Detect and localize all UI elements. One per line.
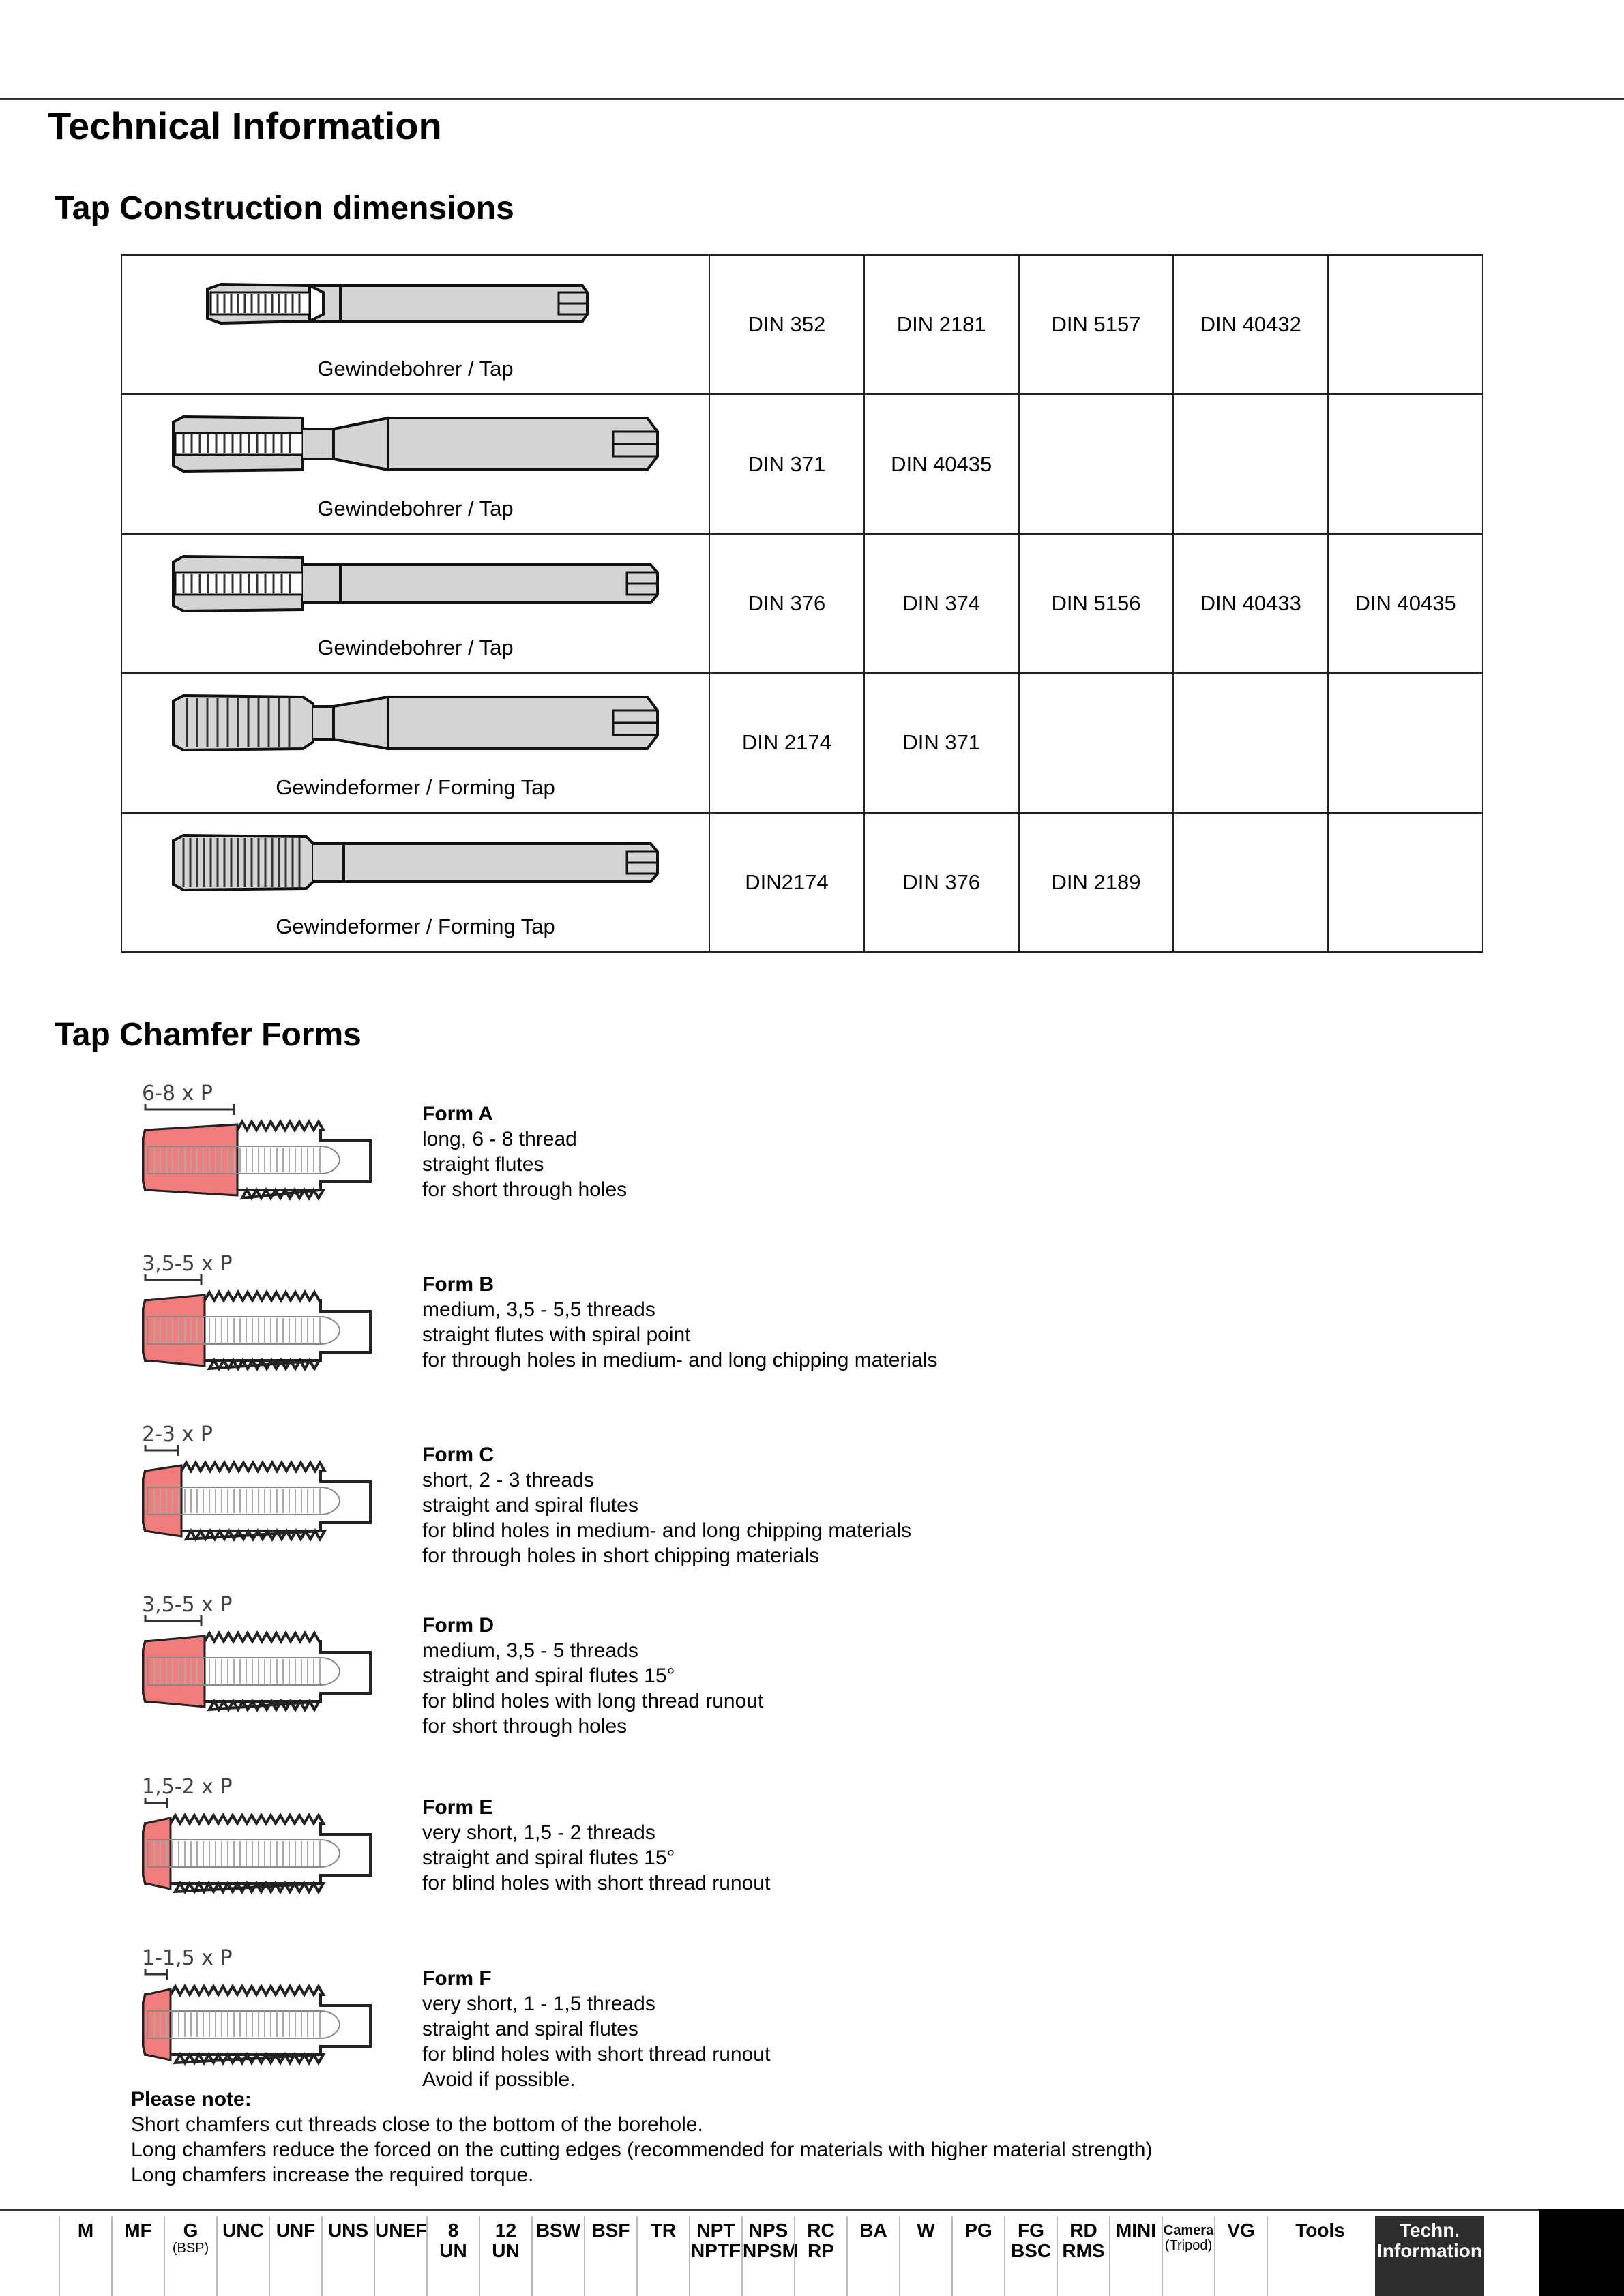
nav-tab-bsw[interactable]	[531, 2216, 584, 2296]
nav-tab-nps[interactable]	[741, 2216, 798, 2296]
chamfer-form-line: long, 6 - 8 thread	[422, 1128, 577, 1150]
construction-table	[121, 254, 1483, 953]
nav-tab-bsf[interactable]	[584, 2216, 636, 2296]
nav-tab-pg[interactable]	[951, 2216, 1004, 2296]
nav-tab-unf[interactable]	[269, 2216, 321, 2296]
tap-image-cell	[121, 534, 709, 673]
standard-cell: DIN 40435	[864, 394, 1019, 533]
nav-tab-label: M	[77, 2220, 94, 2241]
thread-type-nav	[59, 2216, 1484, 2296]
tap-drawing-5	[143, 823, 688, 898]
nav-tab-techn-information[interactable]	[1375, 2216, 1484, 2296]
nav-tab-label: Camera	[1163, 2223, 1214, 2238]
chamfer-form-line: straight and spiral flutes 15°	[422, 1665, 675, 1687]
chamfer-form-line: straight flutes with spiral point	[422, 1324, 691, 1346]
nav-tab-label: W	[917, 2220, 935, 2241]
nav-tab-rd[interactable]	[1057, 2216, 1109, 2296]
chamfer-form-row	[130, 1773, 1289, 1923]
standard-cell	[1173, 673, 1328, 812]
chamfer-form-line: for short through holes	[422, 1715, 628, 1738]
nav-tab-label: G	[183, 2220, 198, 2241]
standard-cell: DIN 376	[709, 534, 864, 673]
chamfer-form-line: for blind holes in medium- and long chipping materials	[422, 1519, 912, 1542]
nav-tab-label: MF	[124, 2220, 152, 2241]
chamfer-form-text	[422, 1795, 770, 1896]
nav-tab-label: UNC	[222, 2220, 264, 2241]
table-row	[121, 673, 1483, 812]
nav-tab-ba[interactable]	[846, 2216, 899, 2296]
nav-tab-sublabel: UN	[492, 2240, 520, 2261]
nav-tab-12[interactable]	[479, 2216, 531, 2296]
standard-cell: DIN 352	[709, 255, 864, 394]
nav-tab-label: RD	[1069, 2220, 1097, 2241]
chamfer-form-row	[130, 1250, 1289, 1400]
standard-cell: DIN 5156	[1019, 534, 1174, 673]
chamfer-form-title: Form C	[422, 1444, 494, 1466]
standard-cell	[1173, 813, 1328, 952]
chamfer-form-line: for through holes in medium- and long chipping materials	[422, 1349, 938, 1371]
nav-tab-camera[interactable]	[1162, 2216, 1214, 2296]
chamfer-form-line: for blind holes with short thread runout	[422, 1872, 771, 1894]
standard-cell: DIN 371	[709, 394, 864, 533]
nav-tab-mini[interactable]	[1109, 2216, 1162, 2296]
chamfer-form-drawing	[142, 1773, 401, 1909]
nav-tab-label: Techn.	[1399, 2220, 1460, 2241]
nav-tab-sublabel: UN	[439, 2240, 467, 2261]
standard-cell: DIN 376	[864, 813, 1019, 952]
construction-title: Tap Construction dimensions	[55, 190, 514, 226]
chamfer-form-line: medium, 3,5 - 5 threads	[422, 1639, 638, 1662]
nav-tab-label: 12	[494, 2220, 517, 2241]
chamfer-form-line: straight and spiral flutes	[422, 2018, 638, 2040]
nav-tab-label: NPT	[696, 2220, 735, 2241]
note-line: Long chamfers reduce the forced on the cutting edges (recommended for materials with higher material strength)	[131, 2138, 1153, 2161]
chamfer-form-line: straight and spiral flutes 15°	[422, 1847, 675, 1869]
nav-tab-label: TR	[650, 2220, 677, 2241]
chamfer-form-line: short, 2 - 3 threads	[422, 1469, 594, 1491]
chamfer-form-text	[422, 1272, 937, 1373]
tap-image-cell	[121, 673, 709, 812]
nav-tab-label: RC	[807, 2220, 835, 2241]
chamfer-form-drawing	[142, 1591, 401, 1727]
nav-tab-w[interactable]	[899, 2216, 951, 2296]
nav-tab-sublabel: NPTF	[690, 2240, 741, 2261]
chamfer-form-line: Avoid if possible.	[422, 2068, 576, 2091]
standard-cell	[1328, 394, 1483, 533]
nav-tab-label: Tools	[1295, 2220, 1345, 2241]
tap-caption: Gewindeformer / Forming Tap	[276, 914, 555, 938]
chamfer-form-drawing	[142, 1250, 401, 1386]
chamfer-dim-label: 2-3 x P	[142, 1422, 213, 1446]
nav-tab-g[interactable]	[164, 2216, 216, 2296]
chamfer-form-drawing	[142, 1944, 401, 2081]
nav-tab-vg[interactable]	[1214, 2216, 1267, 2296]
nav-tab-label: FG	[1018, 2220, 1044, 2241]
nav-tab-unc[interactable]	[216, 2216, 269, 2296]
standard-cell	[1328, 673, 1483, 812]
tap-image-cell	[121, 394, 709, 533]
standard-cell	[1173, 394, 1328, 533]
chamfer-form-row	[130, 1420, 1289, 1570]
chamfer-form-title: Form E	[422, 1796, 493, 1819]
table-row	[121, 394, 1483, 533]
nav-tab-label: MINI	[1115, 2220, 1157, 2241]
chamfer-form-title: Form F	[422, 1967, 492, 1990]
chamfer-dim-label: 6-8 x P	[142, 1082, 213, 1105]
nav-tab-label: BSW	[535, 2220, 581, 2241]
chamfer-form-text	[422, 1101, 627, 1202]
standard-cell	[1328, 813, 1483, 952]
nav-tab-label: VG	[1227, 2220, 1255, 2241]
standard-cell: DIN 374	[864, 534, 1019, 673]
note-title: Please note:	[131, 2088, 252, 2111]
chamfer-form-line: straight and spiral flutes	[422, 1494, 638, 1517]
chamfer-form-title: Form B	[422, 1273, 494, 1296]
tap-drawing-2	[143, 404, 688, 479]
chamfer-form-line: for blind holes with long thread runout	[422, 1690, 764, 1712]
chamfer-form-drawing	[142, 1079, 401, 1216]
corner-block	[1539, 2209, 1624, 2296]
chamfer-form-line: very short, 1 - 1,5 threads	[422, 1993, 655, 2015]
table-row	[121, 534, 1483, 673]
top-rule	[0, 98, 1624, 100]
standard-cell	[1019, 673, 1174, 812]
nav-tab-mf[interactable]	[111, 2216, 164, 2296]
note-block	[131, 2087, 1152, 2188]
nav-tab-uns[interactable]	[321, 2216, 374, 2296]
chamfer-form-line: medium, 3,5 - 5,5 threads	[422, 1298, 655, 1321]
note-line: Short chamfers cut threads close to the bottom of the borehole.	[131, 2113, 703, 2136]
standard-cell	[1328, 255, 1483, 394]
tap-caption: Gewindebohrer / Tap	[317, 357, 514, 381]
standard-cell: DIN 40433	[1173, 534, 1328, 673]
chamfer-form-text	[422, 1442, 911, 1568]
nav-tab-label: PG	[964, 2220, 992, 2241]
chamfer-title: Tap Chamfer Forms	[55, 1017, 361, 1053]
chamfer-form-line: very short, 1,5 - 2 threads	[422, 1821, 655, 1844]
nav-tab-note: (Tripod)	[1164, 2238, 1213, 2253]
chamfer-form-drawing	[142, 1420, 401, 1557]
nav-tab-label: 8	[447, 2220, 459, 2241]
chamfer-form-row	[130, 1944, 1289, 2094]
nav-tab-8[interactable]	[426, 2216, 479, 2296]
standard-cell: DIN 371	[864, 673, 1019, 812]
tap-drawing-1	[143, 265, 688, 340]
chamfer-dim-label: 1,5-2 x P	[142, 1775, 233, 1799]
tap-caption: Gewindebohrer / Tap	[317, 636, 514, 660]
nav-tab-unef[interactable]	[374, 2216, 426, 2296]
standard-cell: DIN2174	[709, 813, 864, 952]
nav-tab-label: UNEF	[375, 2220, 428, 2241]
nav-tab-note: (BSP)	[172, 2241, 209, 2256]
nav-tab-rc[interactable]	[794, 2216, 846, 2296]
standard-cell: DIN 40435	[1328, 534, 1483, 673]
nav-tab-m[interactable]	[59, 2216, 111, 2296]
nav-tab-label: UNS	[327, 2220, 369, 2241]
nav-tab-label: BSF	[591, 2220, 630, 2241]
nav-tab-tr[interactable]	[636, 2216, 689, 2296]
nav-tab-sublabel: RMS	[1062, 2240, 1105, 2261]
tap-image-cell	[121, 255, 709, 394]
table-row	[121, 255, 1483, 394]
chamfer-form-line: for through holes in short chipping materials	[422, 1545, 819, 1567]
nav-tab-label: UNF	[276, 2220, 316, 2241]
standard-cell	[1019, 394, 1174, 533]
chamfer-form-row	[130, 1591, 1289, 1741]
nav-tab-fg[interactable]	[1004, 2216, 1057, 2296]
page-title: Technical Information	[48, 104, 442, 147]
chamfer-form-title: Form A	[422, 1103, 493, 1125]
bottom-rule	[0, 2209, 1539, 2211]
chamfer-dim-label: 3,5-5 x P	[142, 1252, 233, 1276]
standard-cell: DIN 2174	[709, 673, 864, 812]
chamfer-form-text	[422, 1613, 763, 1739]
tap-caption: Gewindeformer / Forming Tap	[276, 775, 555, 799]
standard-cell: DIN 2189	[1019, 813, 1174, 952]
standard-cell: DIN 2181	[864, 255, 1019, 394]
nav-tab-label: BA	[859, 2220, 887, 2241]
tap-caption: Gewindebohrer / Tap	[317, 496, 514, 520]
nav-tab-label: NPS	[748, 2220, 788, 2241]
chamfer-dim-label: 1-1,5 x P	[142, 1946, 233, 1970]
nav-tab-sublabel: NPSM	[743, 2240, 798, 2261]
standard-cell: DIN 5157	[1019, 255, 1174, 394]
tap-drawing-4	[143, 683, 688, 758]
chamfer-form-row	[130, 1079, 1289, 1229]
nav-tab-npt[interactable]	[689, 2216, 741, 2296]
nav-tab-sublabel: RP	[808, 2240, 834, 2261]
note-line: Long chamfers increase the required torque.	[131, 2164, 534, 2186]
chamfer-form-text	[422, 1966, 770, 2092]
chamfer-form-line: for blind holes with short thread runout	[422, 2043, 771, 2066]
tap-image-cell	[121, 813, 709, 952]
table-row	[121, 813, 1483, 952]
tap-drawing-3	[143, 544, 688, 619]
nav-tab-tools[interactable]	[1267, 2216, 1372, 2296]
nav-tab-sublabel: BSC	[1010, 2240, 1052, 2261]
chamfer-form-line: for short through holes	[422, 1178, 628, 1201]
chamfer-dim-label: 3,5-5 x P	[142, 1593, 233, 1617]
standard-cell: DIN 40432	[1173, 255, 1328, 394]
chamfer-form-title: Form D	[422, 1614, 494, 1637]
nav-tab-sublabel: Information	[1377, 2240, 1482, 2261]
chamfer-form-line: straight flutes	[422, 1153, 544, 1176]
